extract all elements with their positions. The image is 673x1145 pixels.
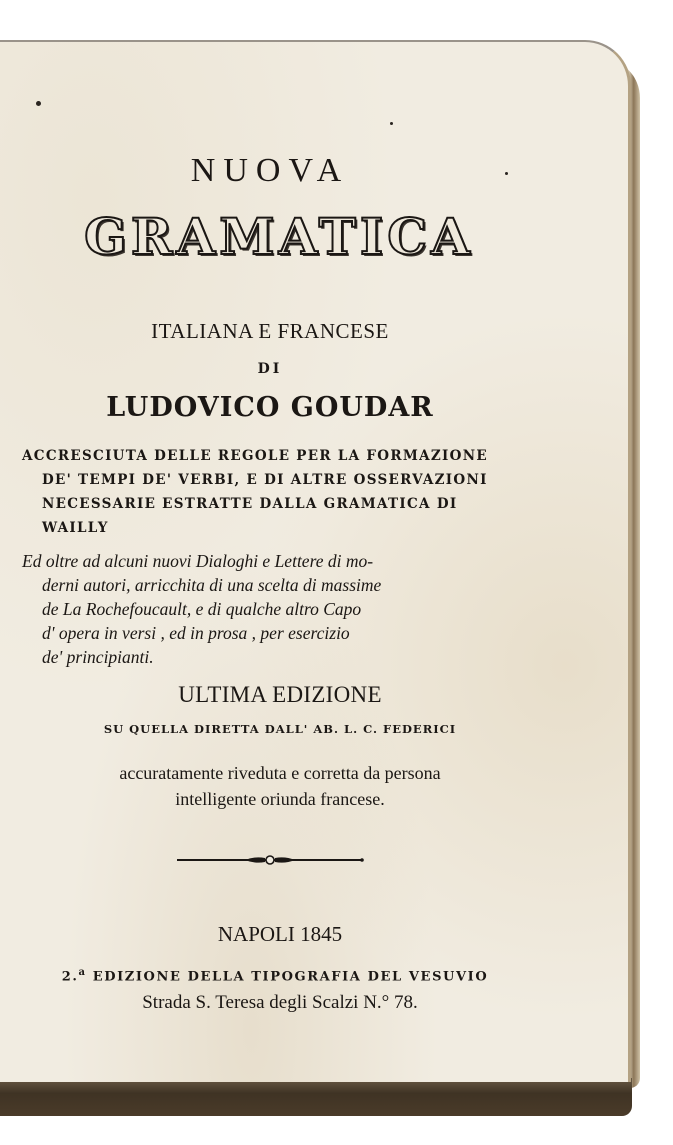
book — [0, 40, 645, 1120]
description-caps-line: WAILLY — [42, 520, 109, 536]
edition-label: ULTIMA EDIZIONE — [178, 682, 382, 707]
edition-source: SU QUELLA DIRETTA DALL' AB. L. C. FEDERICI — [103, 722, 457, 736]
author-name: LUDOVICO GOUDAR — [106, 392, 434, 423]
ink-speck — [390, 122, 393, 125]
description-italic-line: derni autori, arricchita di una scelta di massime — [42, 575, 382, 595]
description-italic-line: d' opera in versi , ed in prosa , per esercizio — [42, 623, 350, 643]
description-caps-line: NECESSARIE ESTRATTE DALLA GRAMATICA DI — [42, 496, 458, 512]
imprint-place-year: NAPOLI 1845 — [217, 922, 343, 946]
book-cover-edge — [0, 1078, 632, 1116]
description-italic-line: de' principianti. — [42, 647, 154, 667]
imprint-printer — [10, 967, 540, 984]
by-line: DI — [257, 361, 283, 377]
title-line-2: GRAMATICA — [84, 207, 474, 266]
description-italic-line: de La Rochefoucault, e di qualche altro Capo — [42, 599, 362, 619]
revision-line: intelligente oriunda francese. — [175, 789, 385, 809]
subtitle: ITALIANA E FRANCESE — [151, 319, 389, 343]
edition-number: 2. — [61, 969, 79, 985]
description-caps — [22, 444, 532, 540]
description-caps-line: ACCRESCIUTA DELLE REGOLE PER LA FORMAZIONE — [22, 448, 488, 464]
title-page — [0, 40, 631, 1082]
revision-note — [0, 760, 560, 812]
ink-speck — [36, 101, 41, 106]
revision-line: accuratamente riveduta e corretta da persona — [119, 763, 441, 783]
imprint-address: Strada S. Teresa degli Scalzi N.° 78. — [142, 992, 418, 1013]
printer-name: EDIZIONE DELLA TIPOGRAFIA DEL VESUVIO — [86, 969, 489, 985]
description-italic — [22, 549, 534, 669]
edition-ordinal: a — [78, 967, 87, 978]
ornamental-divider-icon — [175, 854, 365, 866]
title-line-1: NUOVA — [190, 152, 350, 189]
description-caps-line: DE' TEMPI DE' VERBI, E DI ALTRE OSSERVAZIONI — [42, 472, 488, 488]
description-italic-line: Ed oltre ad alcuni nuovi Dialoghi e Lettere di mo- — [22, 551, 374, 571]
